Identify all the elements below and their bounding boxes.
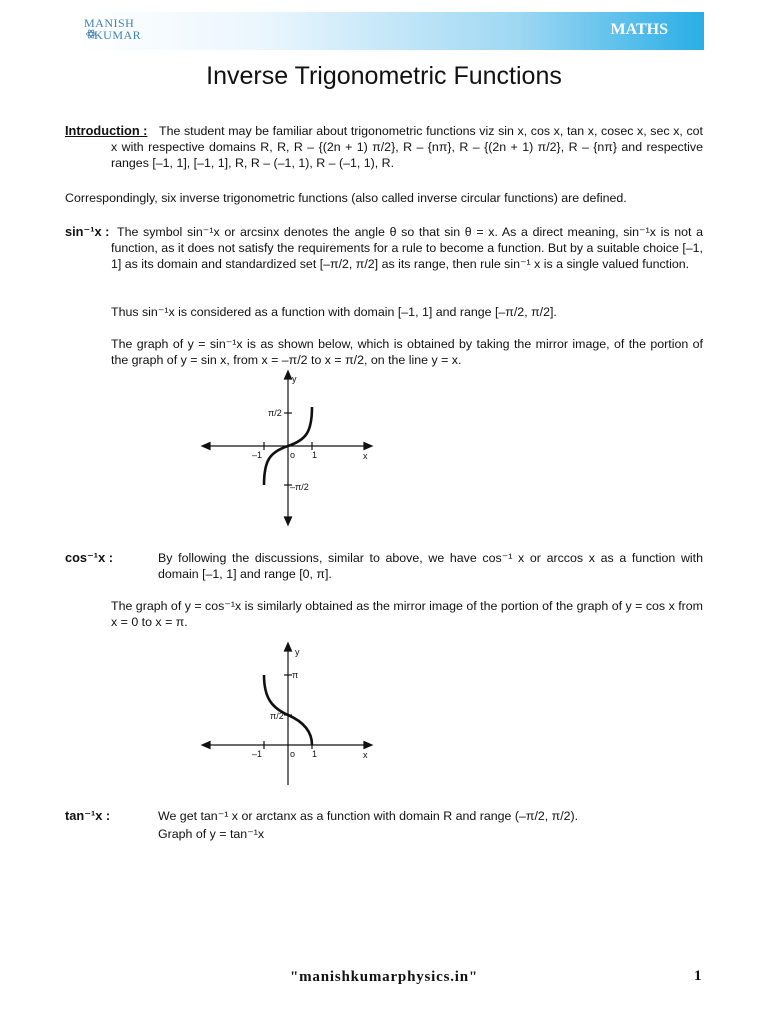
footer-website: "manishkumarphysics.in" [289,969,479,985]
arccos-label-pi: π [292,670,299,680]
atom-icon [86,29,96,39]
arcsin-label-1: 1 [312,450,318,460]
arcsin-label-negpi2: –π/2 [290,482,309,492]
sin-inverse-paragraph-3: The graph of y = sin⁻¹x is as shown below, which is obtained by taking the mirror image, of the portion of the graph of y = sin x, from x = –π/2 to x = π/2, on the line y = x. [111,337,703,368]
arcsin-y-arrow [285,371,292,379]
sin-inverse-label: sin⁻¹x : [65,224,110,239]
arcsin-graph [200,368,380,528]
arccos-label-1: 1 [312,749,318,759]
cos-inverse-paragraph-2: The graph of y = cos⁻¹x is similarly obtained as the mirror image of the portion of the graph of y = cos x from x = 0 to x = π. [111,599,703,630]
arcsin-x-arrow [364,443,372,450]
cos-inverse-paragraph-1: By following the discussions, similar to above, we have cos⁻¹ x or arccos x as a function with domain [–1, 1] and range [0, π]. [158,551,703,582]
arccos-label-origin: o [290,749,296,759]
arccos-label-neg1: –1 [252,749,263,759]
intro-paragraph [65,123,703,172]
header-banner [78,12,704,50]
sin-inverse-paragraph-2: Thus sin⁻¹x is considered as a function with domain [–1, 1] and range [–π/2, π/2]. [111,305,557,319]
correspondingly-paragraph: Correspondingly, six inverse trigonometric functions (also called inverse circular functions) are defined. [65,191,627,205]
arccos-graph [200,640,380,790]
arcsin-y-label: y [292,374,297,384]
tan-inverse-paragraph-1: We get tan⁻¹ x or arctanx as a function with domain R and range (–π/2, π/2). [158,809,579,823]
arcsin-label-origin: o [290,450,296,460]
arcsin-label-neg1: –1 [252,450,263,460]
page-title: Inverse Trigonometric Functions [206,62,562,90]
arccos-x-arrow [364,742,372,749]
arcsin-y-arrow-down [285,517,292,525]
arcsin-x-label: x [363,451,368,461]
arccos-x-label: x [363,750,368,760]
sin-inverse-paragraph-1 [111,224,703,273]
subject-label: MATHS [610,21,668,38]
arcsin-label-pi2: π/2 [268,408,282,418]
arccos-y-arrow [285,643,292,651]
intro-label: Introduction : [65,123,148,138]
sin-inverse-text-1: The symbol sin⁻¹x or arcsinx denotes the angle θ so that sin θ = x. As a direct meaning, sin⁻¹x is not a function, as it does not satisfy the requirements for a rule to become a function. But by a suitable choice [–1, 1] as its domain and standardized set [–π/2, π/2] as its range, then rule sin⁻¹ x is a single valued function. [111,225,703,272]
logo-line-2: KUMAR [94,28,142,42]
arccos-y-label: y [295,647,300,657]
page-number: 1 [694,968,702,984]
arcsin-x-arrow-left [202,443,210,450]
cos-inverse-label: cos⁻¹x : [65,550,114,565]
logo-line-1: MANISH [84,16,135,30]
tan-inverse-paragraph-2: Graph of y = tan⁻¹x [158,827,265,841]
intro-text: The student may be familiar about trigonometric functions viz sin x, cos x, tan x, cosec x, sec x, cot x with respective domains R, R, R – {(2n + 1) π/2}, R – {nπ}, R – {(2n + 1) π/2}, R – {nπ} and respective ranges [–1, 1], [–1, 1], R, R – (–1, 1), R – (–1, 1), R. [111,124,703,171]
arccos-label-pi2: π/2 [270,711,284,721]
arccos-x-arrow-left [202,742,210,749]
tan-inverse-label: tan⁻¹x : [65,808,111,823]
